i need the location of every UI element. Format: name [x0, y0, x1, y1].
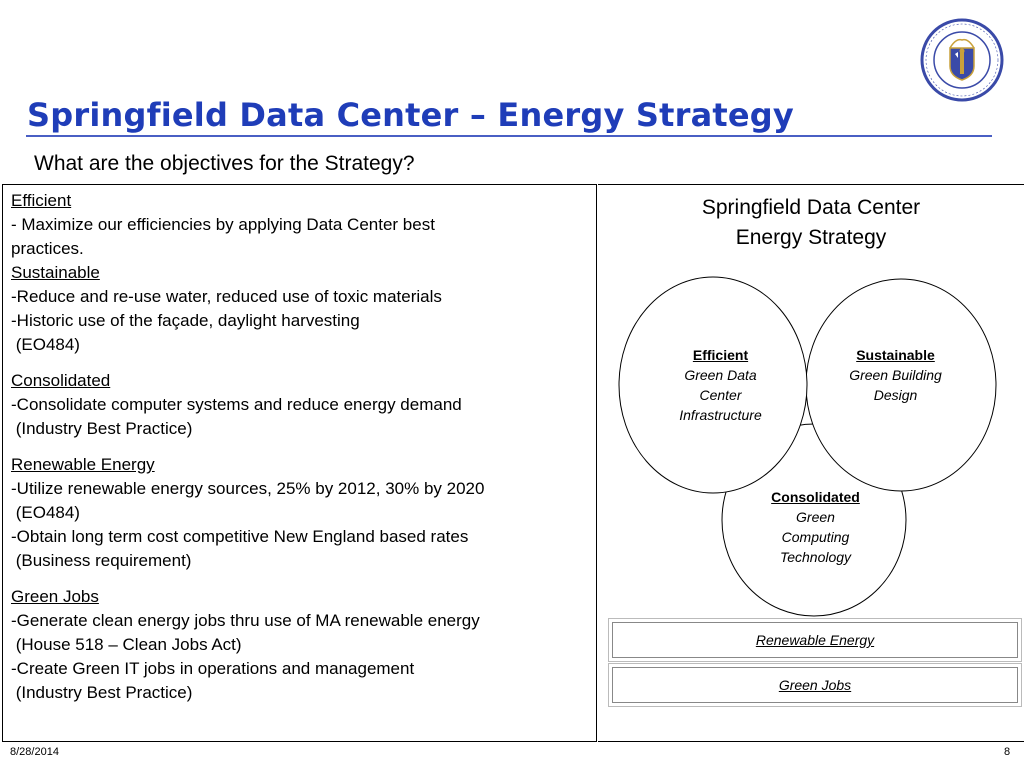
objective-line: -Utilize renewable energy sources, 25% by 2012, 30% by 2020: [11, 479, 485, 498]
green-jobs-bar: Green Jobs: [612, 667, 1018, 703]
objective-heading: Efficient: [11, 191, 72, 210]
efficient-line: Center: [699, 387, 742, 403]
objective-heading: Renewable Energy: [11, 455, 155, 474]
sustainable-label: [828, 345, 963, 405]
objective-line: practices.: [11, 239, 84, 258]
diagram-title-line: Springfield Data Center: [701, 196, 921, 219]
objective-line: -Create Green IT jobs in operations and management: [11, 659, 415, 678]
objective-green-jobs: [11, 585, 596, 705]
efficient-heading: Efficient: [692, 347, 749, 363]
objective-sustainable: [11, 261, 596, 357]
efficient-line: Green Data: [684, 367, 757, 383]
consolidated-line: Technology: [779, 549, 852, 565]
objective-heading: Consolidated: [11, 371, 111, 390]
objective-renewable-energy: [11, 453, 596, 573]
footer-date: 8/28/2014: [10, 746, 59, 758]
objectives-panel: [2, 184, 597, 742]
objective-line: (House 518 – Clean Jobs Act): [11, 635, 242, 654]
sustainable-heading: Sustainable: [856, 347, 935, 363]
page-subtitle: What are the objectives for the Strategy?: [34, 152, 415, 175]
title-underline: [26, 135, 992, 137]
objective-line: -Generate clean energy jobs thru use of MA renewable energy: [11, 611, 480, 630]
objective-line: (Industry Best Practice): [11, 419, 193, 438]
efficient-line: Infrastructure: [679, 407, 762, 423]
page-title: Springfield Data Center – Energy Strategy: [27, 96, 794, 134]
strategy-diagram-panel: [598, 184, 1024, 742]
sustainable-line: Green Building: [849, 367, 942, 383]
objective-line: -Historic use of the façade, daylight harvesting: [11, 311, 360, 330]
sustainable-line: Design: [873, 387, 918, 403]
page-number: 8: [1004, 746, 1011, 758]
consolidated-heading: Consolidated: [771, 489, 860, 505]
objective-line: (EO484): [11, 503, 80, 522]
objective-line: -Consolidate computer systems and reduce energy demand: [11, 395, 462, 414]
consolidated-line: Computing: [781, 529, 850, 545]
consolidated-label: [748, 487, 883, 567]
objective-heading: Sustainable: [11, 263, 100, 282]
diagram-title-line: Energy Strategy: [735, 226, 887, 249]
objective-efficient: [11, 189, 596, 261]
renewable-energy-bar: Renewable Energy: [612, 622, 1018, 658]
consolidated-line: Green: [796, 509, 835, 525]
objective-line: (Industry Best Practice): [11, 683, 193, 702]
massachusetts-seal-logo: [920, 18, 1004, 102]
objective-consolidated: [11, 369, 596, 441]
venn-diagram: [598, 185, 1024, 743]
objective-heading: Green Jobs: [11, 587, 99, 606]
efficient-label: [653, 345, 788, 425]
objective-line: (EO484): [11, 335, 80, 354]
objective-line: -Obtain long term cost competitive New England based rates: [11, 527, 469, 546]
objective-line: - Maximize our efficiencies by applying Data Center best: [11, 215, 435, 234]
objective-line: (Business requirement): [11, 551, 192, 570]
objective-line: -Reduce and re-use water, reduced use of toxic materials: [11, 287, 442, 306]
